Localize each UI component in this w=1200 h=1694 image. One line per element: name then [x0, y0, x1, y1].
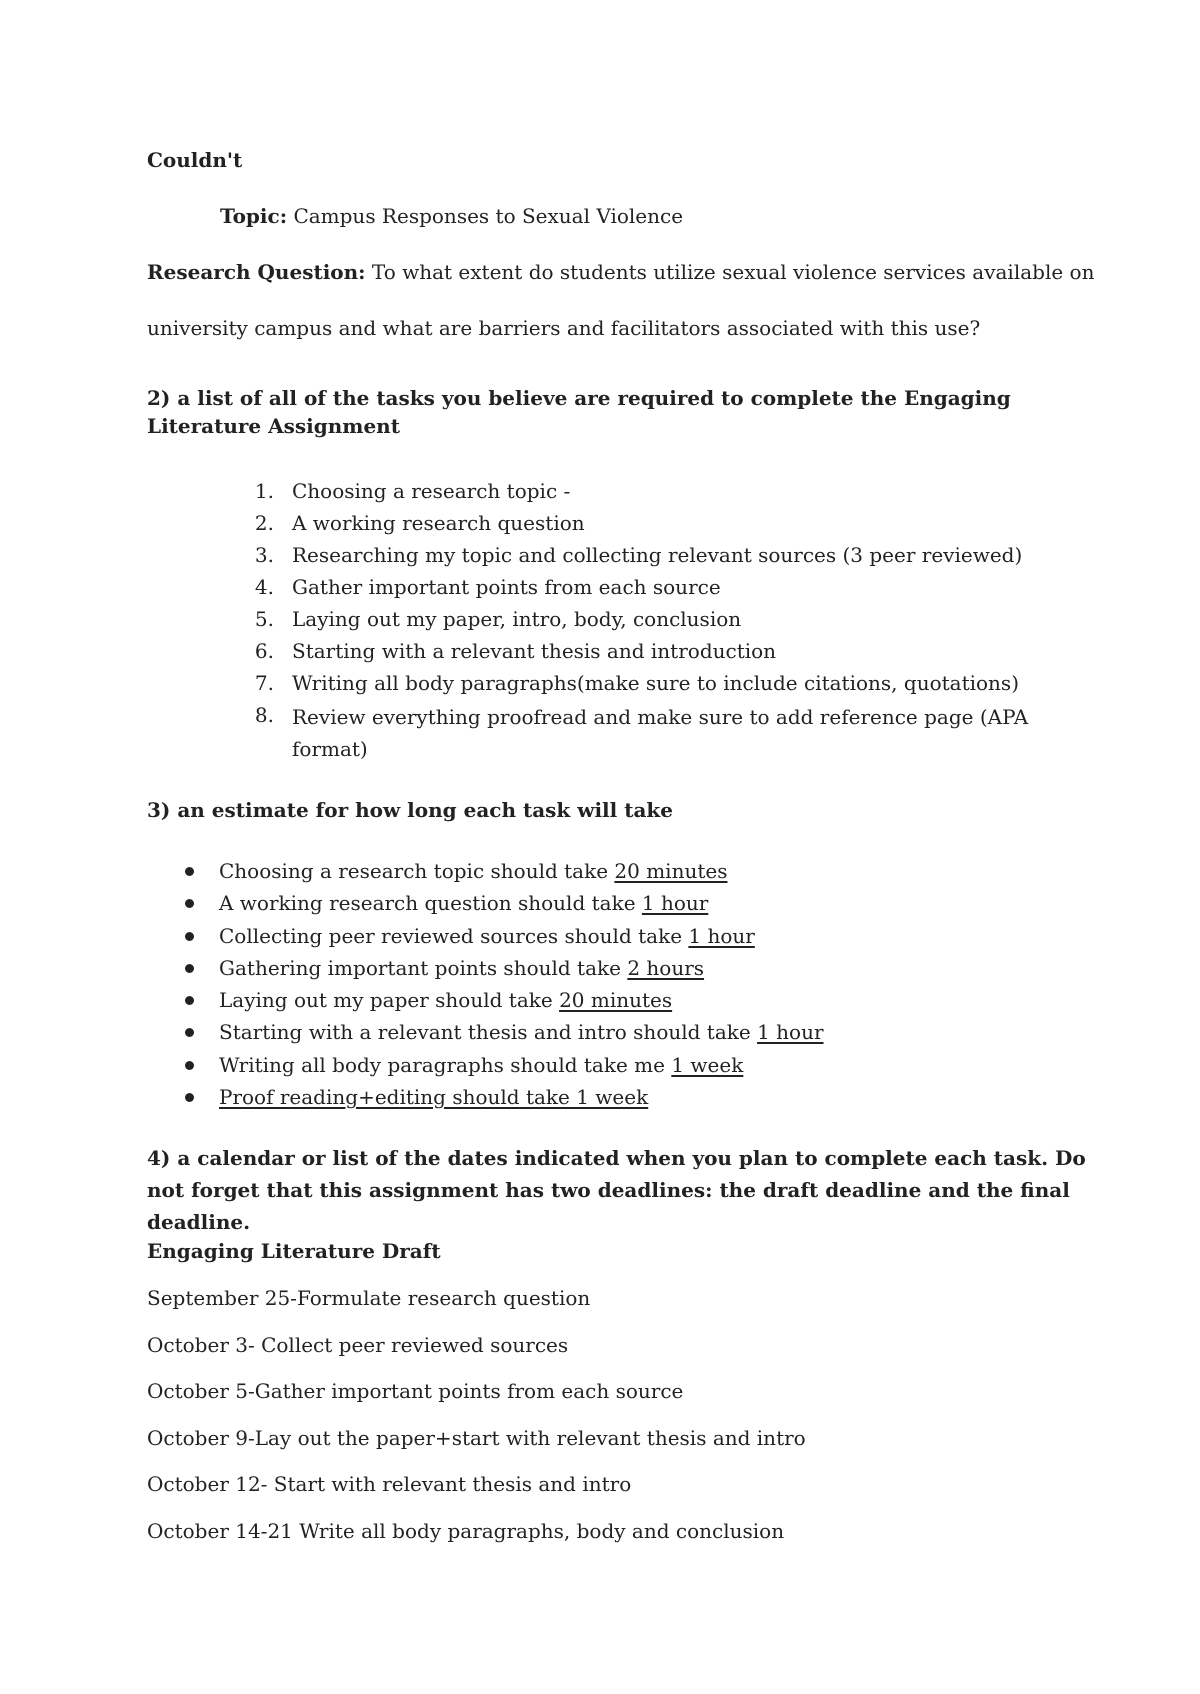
bullet-icon	[185, 964, 194, 973]
bullet-icon	[185, 1093, 194, 1102]
date-entry: September 25-Formulate research question	[147, 1286, 591, 1310]
bullet-icon	[185, 996, 194, 1005]
list-item-text: Review everything proofread and make sure to add reference page (APA format)	[292, 705, 1029, 761]
estimate-item	[219, 1051, 743, 1079]
task-list	[0, 477, 1200, 761]
list-item-text: A working research question	[292, 511, 585, 535]
estimate-item	[219, 889, 708, 917]
draft-heading: Engaging Literature Draft	[147, 1239, 441, 1263]
research-question-line2: university campus and what are barriers and facilitators associated with this use?	[147, 316, 981, 340]
list-item	[0, 922, 1200, 954]
list-item	[0, 1018, 1200, 1050]
topic-value: Campus Responses to Sexual Violence	[293, 204, 684, 228]
estimate-text: Collecting peer reviewed sources should take	[219, 923, 689, 948]
research-question-line1	[147, 258, 1094, 286]
estimate-text: Starting with a relevant thesis and intro should take	[219, 1020, 758, 1045]
estimate-text: Writing all body paragraphs should take me	[219, 1052, 672, 1077]
draft-dates-list	[147, 1284, 806, 1563]
estimate-item	[219, 922, 755, 950]
section-4-heading: 4) a calendar or list of the dates indicated when you plan to complete each task. Do not forget that this assignment has two deadlines: the draft deadline and the final deadline.	[147, 1146, 1086, 1234]
date-entry: October 12- Start with relevant thesis and intro	[147, 1472, 632, 1496]
document-title: Couldn't	[147, 148, 243, 172]
list-item	[0, 477, 1200, 509]
list-number: 6.	[254, 639, 274, 663]
estimate-time: 1 hour	[688, 923, 755, 948]
estimate-list	[0, 857, 1200, 1115]
estimate-text: Gathering important points should take	[219, 955, 628, 980]
date-entry: October 3- Collect peer reviewed sources	[147, 1332, 569, 1357]
list-item-text: Writing all body paragraphs(make sure to include citations, quotations)	[292, 671, 1020, 695]
list-item	[0, 605, 1200, 637]
bullet-icon	[185, 932, 194, 941]
list-item	[0, 889, 1200, 921]
list-item-text: Laying out my paper, intro, body, conclusion	[292, 607, 742, 631]
list-item	[0, 701, 1200, 761]
list-item	[0, 541, 1200, 573]
estimate-time: 2 hours	[627, 955, 705, 980]
estimate-time: 1 hour	[757, 1020, 824, 1045]
estimate-text: Laying out my paper should take	[219, 988, 560, 1013]
list-item-text: Researching my topic and collecting relevant sources (3 peer reviewed)	[292, 543, 1023, 567]
estimate-item	[219, 1018, 824, 1046]
bullet-icon	[185, 899, 194, 908]
estimate-item	[219, 954, 704, 982]
estimate-text: A working research question should take	[219, 891, 642, 916]
list-item	[0, 669, 1200, 701]
research-question-text1: To what extent do students utilize sexual violence services available on	[371, 260, 1095, 284]
estimate-time: Proof reading+editing should take 1 week	[219, 1085, 649, 1110]
section-3-heading: 3) an estimate for how long each task will take	[147, 798, 673, 822]
estimate-time: 1 week	[671, 1052, 744, 1077]
bullet-icon	[185, 1061, 194, 1070]
list-item	[0, 637, 1200, 669]
list-number: 3.	[254, 543, 274, 567]
section-2-heading: 2) a list of all of the tasks you believe are required to complete the Engaging Literature Assignment	[147, 386, 1011, 438]
topic-label: Topic:	[220, 204, 288, 228]
estimate-item	[219, 857, 727, 885]
list-number: 7.	[254, 671, 274, 695]
list-number: 8.	[254, 703, 274, 727]
list-item-text: Starting with a relevant thesis and introduction	[292, 639, 777, 663]
estimate-text: Choosing a research topic should take	[219, 859, 615, 883]
date-entry: October 9-Lay out the paper+start with relevant thesis and intro	[147, 1425, 806, 1450]
estimate-item	[219, 986, 672, 1014]
bullet-icon	[185, 1028, 194, 1037]
estimate-time: 1 hour	[641, 891, 709, 916]
list-item	[0, 1051, 1200, 1083]
list-item	[0, 509, 1200, 541]
estimate-time: 20 minutes	[614, 859, 728, 883]
bullet-icon	[185, 867, 194, 876]
list-item	[0, 986, 1200, 1018]
date-entry: October 14-21 Write all body paragraphs, body and conclusion	[147, 1518, 785, 1543]
estimate-time: 20 minutes	[559, 988, 673, 1013]
list-item	[0, 857, 1200, 889]
list-item	[0, 954, 1200, 986]
list-number: 2.	[254, 511, 274, 535]
topic-line	[220, 202, 683, 230]
estimate-item	[219, 1083, 648, 1111]
list-item	[0, 1083, 1200, 1115]
research-question-label: Research Question:	[147, 260, 366, 284]
list-number: 1.	[254, 479, 274, 503]
list-number: 4.	[254, 575, 274, 599]
list-item-text: Gather important points from each source	[292, 575, 721, 599]
list-item	[0, 573, 1200, 605]
list-item-text: Choosing a research topic -	[292, 479, 571, 503]
date-entry: October 5-Gather important points from each source	[147, 1379, 684, 1403]
list-number: 5.	[254, 607, 274, 631]
